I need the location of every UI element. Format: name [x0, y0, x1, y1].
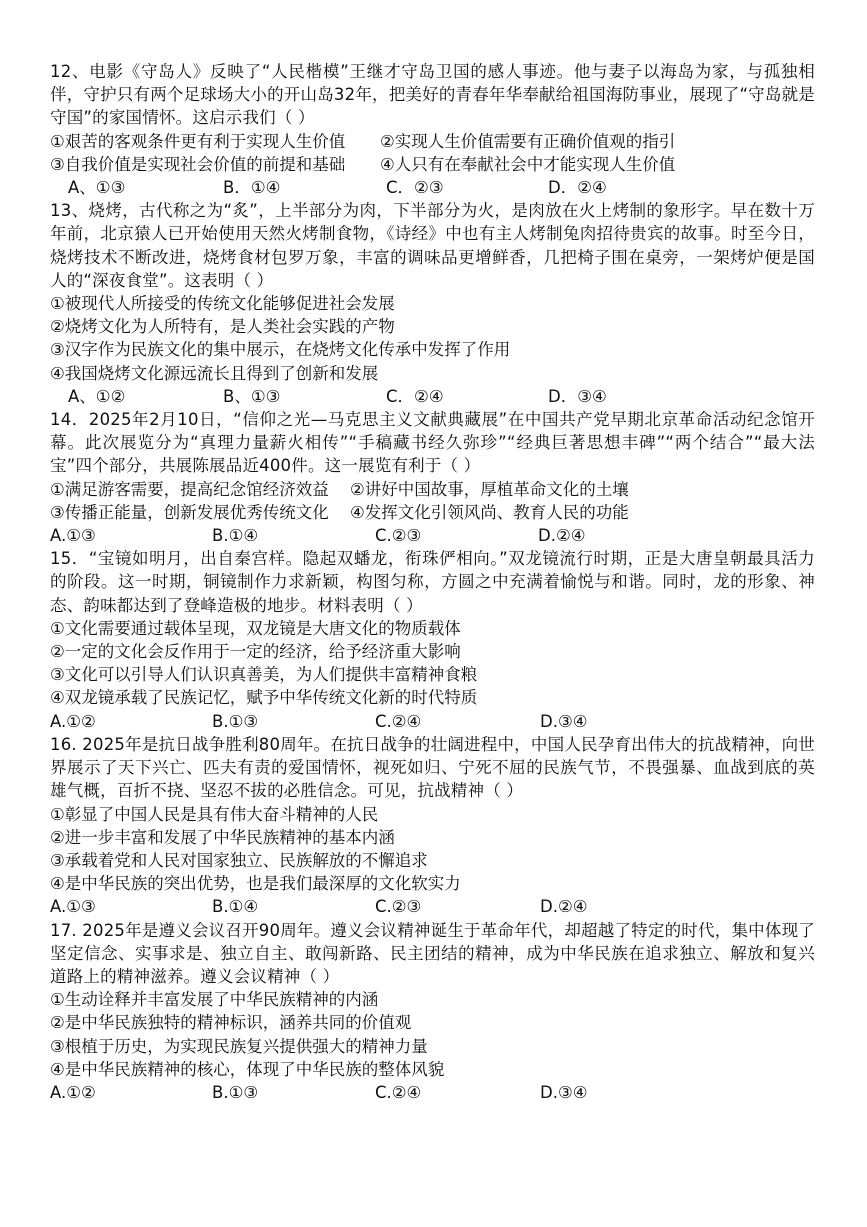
option-2: ②是中华民族独特的精神标识，涵养共同的价值观	[50, 1013, 412, 1033]
option-row	[50, 501, 815, 524]
option-4: ④是中华民族的突出优势，也是我们最深厚的文化软实力	[50, 874, 461, 894]
option-1: ①被现代人所接受的传统文化能够促进社会发展	[50, 294, 395, 314]
choice-b: B.①③	[212, 1082, 259, 1102]
question-stem: 16. 2025年是抗日战争胜利80周年。在抗日战争的壮阔进程中，中国人民孕育出伟大的抗战精神，向世界展示了天下兴亡、匹夫有责的爱国情怀，视死如归、宁死不屈的民族气节，不畏强暴、血战到底的英雄气概，百折不挠、坚忍不拔的必胜信念。可见，抗战精神（ ）	[50, 734, 815, 801]
choice-a: A.①③	[50, 897, 96, 917]
option-1: ①彰显了中国人民是具有伟大奋斗精神的人民	[50, 804, 379, 824]
answer-choices	[50, 176, 815, 199]
option-row	[50, 153, 815, 176]
choice-a: A、①②	[68, 386, 126, 406]
choice-a: A.①②	[50, 1082, 96, 1102]
option-1: ①满足游客需要，提高纪念馆经济效益	[50, 479, 329, 499]
option-2: ②进一步丰富和发展了中华民族精神的基本内涵	[50, 827, 395, 847]
choice-d: D.③④	[540, 1082, 588, 1102]
option-4: ④人只有在奉献社会中才能实现人生价值	[380, 154, 676, 174]
answer-choices	[50, 524, 815, 547]
answer-choices	[50, 895, 815, 918]
option-row	[50, 478, 815, 501]
option-4: ④双龙镜承载了民族记忆，赋予中华传统文化新的时代特质	[50, 688, 478, 708]
option-4: ④发挥文化引领风尚、教育人民的功能	[350, 502, 629, 522]
option-2: ②讲好中国故事，厚植革命文化的土壤	[350, 479, 629, 499]
choice-d: D.③④	[540, 711, 588, 731]
choice-c: C.②③	[375, 526, 422, 546]
question-15	[50, 547, 815, 733]
question-stem: 17. 2025年是遵义会议召开90周年。遵义会议精神诞生于革命年代，却超越了特定的时代，集中体现了坚定信念、实事求是、独立自主、敢闯新路、民主团结的精神，成为中华民族在追求独立、解放和复兴道路上的精神滋养。遵义会议精神（ ）	[50, 920, 815, 986]
option-1: ①文化需要通过载体呈现，双龙镜是大唐文化的物质载体	[50, 618, 461, 638]
choice-d: D．②④	[548, 178, 607, 198]
question-13	[50, 199, 815, 408]
choice-b: B．①④	[223, 178, 281, 198]
question-stem: 13、烧烤，古代称之为“炙”，上半部分为肉，下半部分为火，是肉放在火上烤制的象形字。早在数十万年前，北京猿人已开始使用天然火烤制食物，《诗经》中也有主人烤制兔肉招待贵宾的故事。时至今日，烧烤技术不断改进，烧烤食材包罗万象，丰富的调味品更增鲜香，几把椅子围在桌旁，一架烤炉便是国人的“深夜食堂”。这表明（ ）	[50, 201, 815, 290]
choice-c: C.②④	[375, 1082, 422, 1102]
option-1: ①生动诠释并丰富发展了中华民族精神的内涵	[50, 990, 379, 1010]
choice-b: B.①④	[212, 897, 259, 917]
option-row	[50, 130, 815, 153]
option-2: ②实现人生价值需要有正确价值观的指引	[380, 131, 676, 151]
choice-d: D.②④	[538, 526, 586, 546]
option-3: ③承载着党和人民对国家独立、民族解放的不懈追求	[50, 850, 428, 870]
choice-d: D.②④	[540, 897, 588, 917]
choice-d: D．③④	[548, 386, 607, 406]
choice-b: B、①③	[223, 386, 281, 406]
option-2: ②烧烤文化为人所特有，是人类社会实践的产物	[50, 317, 395, 337]
answer-choices	[50, 710, 815, 733]
option-4: ④是中华民族精神的核心，体现了中华民族的整体风貌	[50, 1059, 445, 1079]
question-16	[50, 733, 815, 919]
choice-c: C．②③	[386, 178, 444, 198]
choice-a: A.①③	[50, 526, 96, 546]
choice-c: C.②④	[375, 711, 422, 731]
option-3: ③文化可以引导人们认识真善美，为人们提供丰富精神食粮	[50, 665, 478, 685]
choice-a: A.①②	[50, 711, 96, 731]
choice-b: B.①③	[212, 711, 259, 731]
answer-choices	[50, 1081, 815, 1104]
answer-choices	[50, 385, 815, 408]
question-14	[50, 408, 815, 547]
option-1: ①艰苦的客观条件更有利于实现人生价值	[50, 131, 346, 151]
option-4: ④我国烧烤文化源远流长且得到了创新和发展	[50, 363, 379, 383]
question-stem: 12、电影《守岛人》反映了“人民楷模”王继才守岛卫国的感人事迹。他与妻子以海岛为家，与孤独相伴，守护只有两个足球场大小的开山岛32年，把美好的青春年华奉献给祖国海防事业，展现了“守岛就是守国”的家国情怀。这启示我们（ ）	[50, 62, 815, 128]
option-3: ③汉字作为民族文化的集中展示，在烧烤文化传承中发挥了作用	[50, 340, 511, 360]
question-12	[50, 60, 815, 199]
question-stem: 14．2025年2月10日，“信仰之光—马克思主义文献典藏展”在中国共产党早期北京革命活动纪念馆开幕。此次展览分为“真理力量薪火相传”“手稿藏书经久弥珍”“经典巨著思想丰碑”“两个结合”“最大法宝”四个部分，共展陈展品近400件。这一展览有利于（ ）	[50, 410, 815, 476]
choice-a: A、①③	[68, 178, 126, 198]
question-17	[50, 919, 815, 1105]
option-2: ②一定的文化会反作用于一定的经济，给予经济重大影响	[50, 642, 461, 662]
option-3: ③传播正能量，创新发展优秀传统文化	[50, 502, 329, 522]
choice-c: C.②③	[375, 897, 422, 917]
question-stem: 15．“宝镜如明月，出自秦宫样。隐起双蟠龙，衔珠俨相向。”双龙镜流行时期，正是大唐皇朝最具活力的阶段。这一时期，铜镜制作力求新颖，构图匀称，方圆之中充满着愉悦与和谐。同时，龙的形象、神态、韵味都达到了登峰造极的地步。材料表明（ ）	[50, 549, 815, 615]
choice-b: B.①④	[212, 526, 259, 546]
option-3: ③自我价值是实现社会价值的前提和基础	[50, 154, 346, 174]
option-3: ③根植于历史，为实现民族复兴提供强大的精神力量	[50, 1036, 428, 1056]
choice-c: C．②④	[386, 386, 444, 406]
